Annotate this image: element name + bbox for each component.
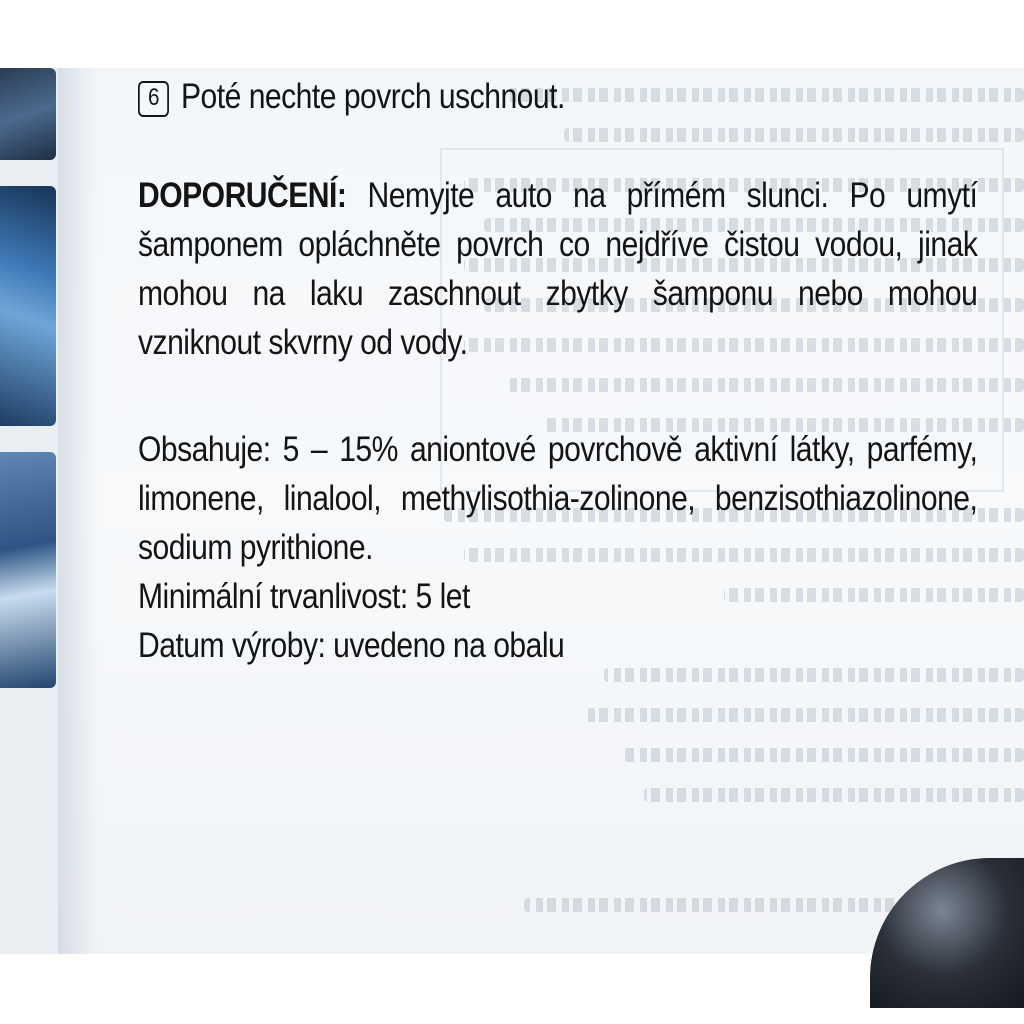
recommendation-text: Nemyjte auto na přímém slunci. Po umytí šamponem opláchněte povrch co nejdříve čistou vodou, jinak mohou na laku zaschnout zbytky šamponu nebo mohou vzniknout skvrny od vody. (138, 176, 978, 362)
label-text (138, 68, 978, 670)
ghost-line (624, 748, 1024, 762)
step-number-badge: 6 (138, 81, 169, 117)
car-photo-thumbnail (0, 452, 56, 688)
ingredients-paragraph: Obsahuje: 5 – 15% aniontové povrchově aktivní látky, parfémy, limonene, linalool, methylisothia-zolinone, benzisothiazolinone, sodium pyrithione. (138, 430, 978, 567)
recommendation-paragraph (138, 171, 977, 367)
car-photo-thumbnail (0, 68, 56, 160)
ghost-line (584, 708, 1024, 722)
ghost-line (604, 668, 1024, 682)
ghost-line (644, 788, 1024, 802)
step-instruction (138, 72, 860, 121)
car-photo-thumbnail (0, 186, 56, 426)
left-print-strip (0, 68, 58, 954)
shelf-life: Minimální trvanlivost: 5 let (138, 577, 470, 616)
recommendation-label: DOPORUČENÍ: (138, 176, 347, 215)
step-text: Poté nechte povrch uschnout. (181, 77, 565, 116)
fold-shadow (58, 68, 98, 954)
production-date: Datum výroby: uvedeno na obalu (138, 626, 565, 665)
